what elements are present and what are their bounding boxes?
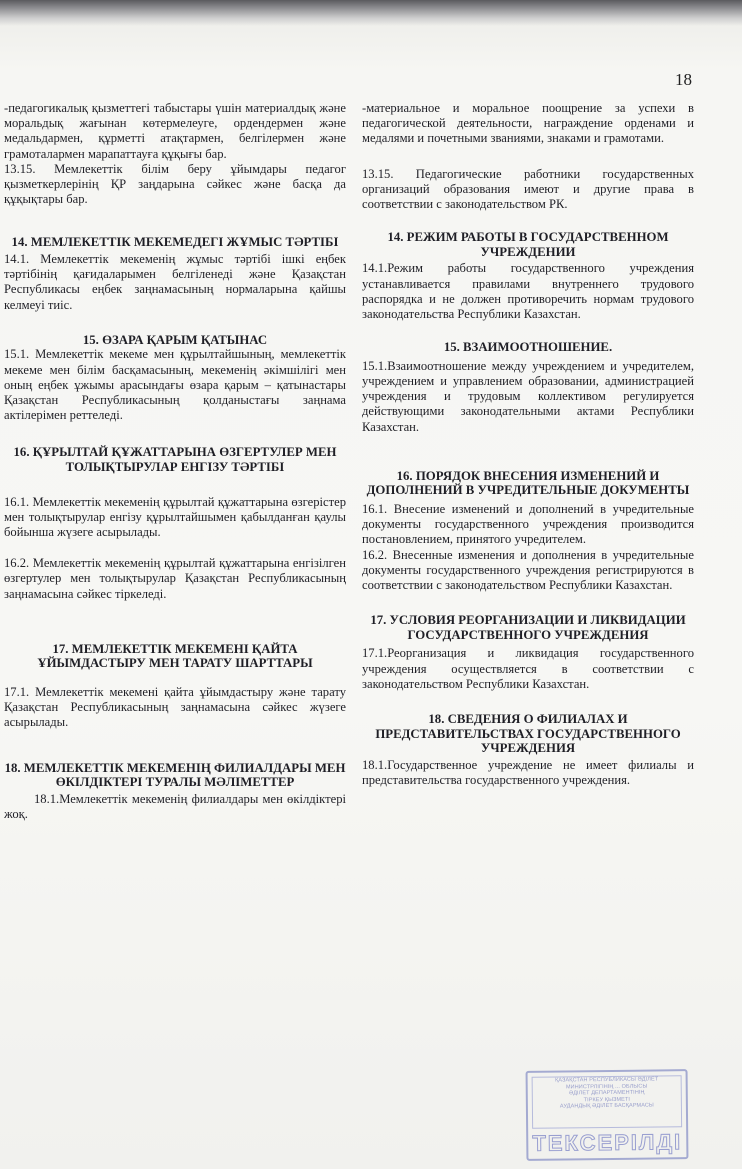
paragraph: 18.1.Мемлекеттік мекеменің филиалдары мен өкілдіктері жоқ. [4,791,346,822]
section-heading: 14. РЕЖИМ РАБОТЫ В ГОСУДАРСТВЕННОМ УЧРЕЖДЕНИИ [387,230,669,259]
paragraph: 16.1. Внесение изменений и дополнений в учредительные документы государственного учреждения производится постановлением, принятого учредителем. [362,502,694,547]
scan-edge-shadow [0,0,742,26]
paragraph: -материальное и моральное поощрение за успехи в педагогической деятельности, награждение орденами и медалями и почетными званиями, знаками и грамотами. [362,101,694,146]
stamp-line: МИНИСТРЛІГІНІҢ ... ОБЛЫСЫ [565,1083,648,1091]
stamp-line: ТІРКЕУ ҚЫЗМЕТІ [583,1096,631,1104]
stamp-word: ТЕКСЕРІЛДІ [532,1129,683,1156]
stamp-line: АУДАНДЫҚ ӘДІЛЕТ БАСҚАРМАСЫ [559,1102,654,1110]
paragraph: 16.2. Мемлекеттік мекеменің құрылтай құжаттарына енгізілген өзгертулер мен толықтырулар Қазақстан Республикасының заңнамасына сәйкес тіркеледі. [4,556,346,601]
section-heading: 18. СВЕДЕНИЯ О ФИЛИАЛАХ И ПРЕДСТАВИТЕЛЬСТВАХ ГОСУДАРСТВЕННОГО УЧРЕЖДЕНИЯ [375,712,681,756]
section-heading: 14. МЕМЛЕКЕТТІК МЕКЕМЕДЕГІ ЖҰМЫС ТӘРТІБІ [11,235,339,250]
paragraph: -педагогикалық қызметтегі табыстары үшін материалдық және моральдық жағынан көтермелеуге, ордендермен және медальдармен, құрметті атақтармен, белгілермен және грамоталармен марапаттауға құқығы бар. [4,101,346,161]
kazakh-column [4,101,346,822]
paragraph: 17.1. Мемлекеттік мекемені қайта ұйымдастыру және тарату Қазақстан Республикасының заңнамасына сәйкес жүзеге асырылады. [4,685,346,730]
page-number: 18 [675,70,692,89]
stamp-line: ӘДІЛЕТ ДЕПАРТАМЕНТІНІҢ [568,1089,645,1097]
section-heading: 15. ӨЗАРА ҚАРЫМ ҚАТЫНАС [82,332,268,347]
stamp-line: ҚАЗАҚСТАН РЕСПУБЛИКАСЫ ӘДІЛЕТ [555,1076,659,1084]
verification-stamp [526,1069,689,1161]
paragraph: 16.2. Внесенные изменения и дополнения в учредительные документы государственного учреждения регистрируются в соответствии с законодательством Республики Казахстан. [362,547,694,593]
section-heading: 16. ҚҰРЫЛТАЙ ҚҰЖАТТАРЫНА ӨЗГЕРТУЛЕР МЕН ТОЛЫҚТЫРУЛАР ЕНГІЗУ ТӘРТІБІ [13,445,337,475]
section-heading: 17. МЕМЛЕКЕТТІК МЕКЕМЕНІ ҚАЙТА ҰЙЫМДАСТЫРУ МЕН ТАРАТУ ШАРТТАРЫ [37,641,313,671]
paragraph: 15.1. Мемлекеттік мекеме мен құрылтайшының, мемлекеттік мекеме мен білім басқамасының, мекеменің әкімшілігі мен оның еңбек ұжымы арасындағы өзара қарым – қатынастары Қазақстан Республикасының қолданыстағы заңнама актілерімен реттеледі. [4,347,346,423]
stamp-text-block [532,1075,683,1129]
section-heading: 16. ПОРЯДОК ВНЕСЕНИЯ ИЗМЕНЕНИЙ И ДОПОЛНЕНИЙ В УЧРЕДИТЕЛЬНЫЕ ДОКУМЕНТЫ [366,468,690,498]
paragraph: 14.1.Режим работы государственного учреждения устанавливается правилами внутреннего трудового распорядка и не должен противоречить нормам трудового законодательства Республики Казахстан. [362,261,694,322]
paragraph: 17.1.Реорганизация и ликвидация государственного учреждения осуществляется в соответствии с законодательством Республики Казахстан. [362,646,694,691]
section-heading: 18. МЕМЛЕКЕТТІК МЕКЕМЕНІҢ ФИЛИАЛДАРЫ МЕН ӨКІЛДІКТЕРІ ТУРАЛЫ МӘЛІМЕТТЕР [4,760,346,790]
section-heading: 15. ВЗАИМООТНОШЕНИЕ. [443,340,613,355]
paragraph: 13.15. Мемлекеттік білім беру ұйымдары педагог қызметкерлерінің ҚР заңдарына сәйкес және басқа да құқықтары бар. [4,161,346,207]
paragraph: 14.1. Мемлекеттік мекеменің жұмыс тәртібі ішкі еңбек тәртібінің қағидаларымен белгіленеді және Қазақстан Республикасы еңбек заңнамасының нормаларына қайшы келмеуі тиіс. [4,252,346,312]
russian-column [362,101,694,788]
section-heading: 17. УСЛОВИЯ РЕОРГАНИЗАЦИИ И ЛИКВИДАЦИИ ГОСУДАРСТВЕННОГО УЧРЕЖДЕНИЯ [370,613,686,642]
paragraph: 16.1. Мемлекеттік мекеменің құрылтай құжаттарына өзгерістер мен толықтырулар енгізу құрылтайшымен қабылданған қаулы бойынша жүзеге асырылады. [4,494,346,540]
paragraph: 13.15. Педагогические работники государственных организаций образования имеют и другие права в соответствии с законодательством РК. [362,166,694,212]
paragraph: 18.1.Государственное учреждение не имеет филиалы и представительства государственного учреждения. [362,757,694,788]
paragraph: 15.1.Взаимоотношение между учреждением и учредителем, учреждением и управлением образовании, администрацией учреждения и трудовым коллективом регулируется действующими законодательными актами Республики Казахстан. [362,358,694,434]
